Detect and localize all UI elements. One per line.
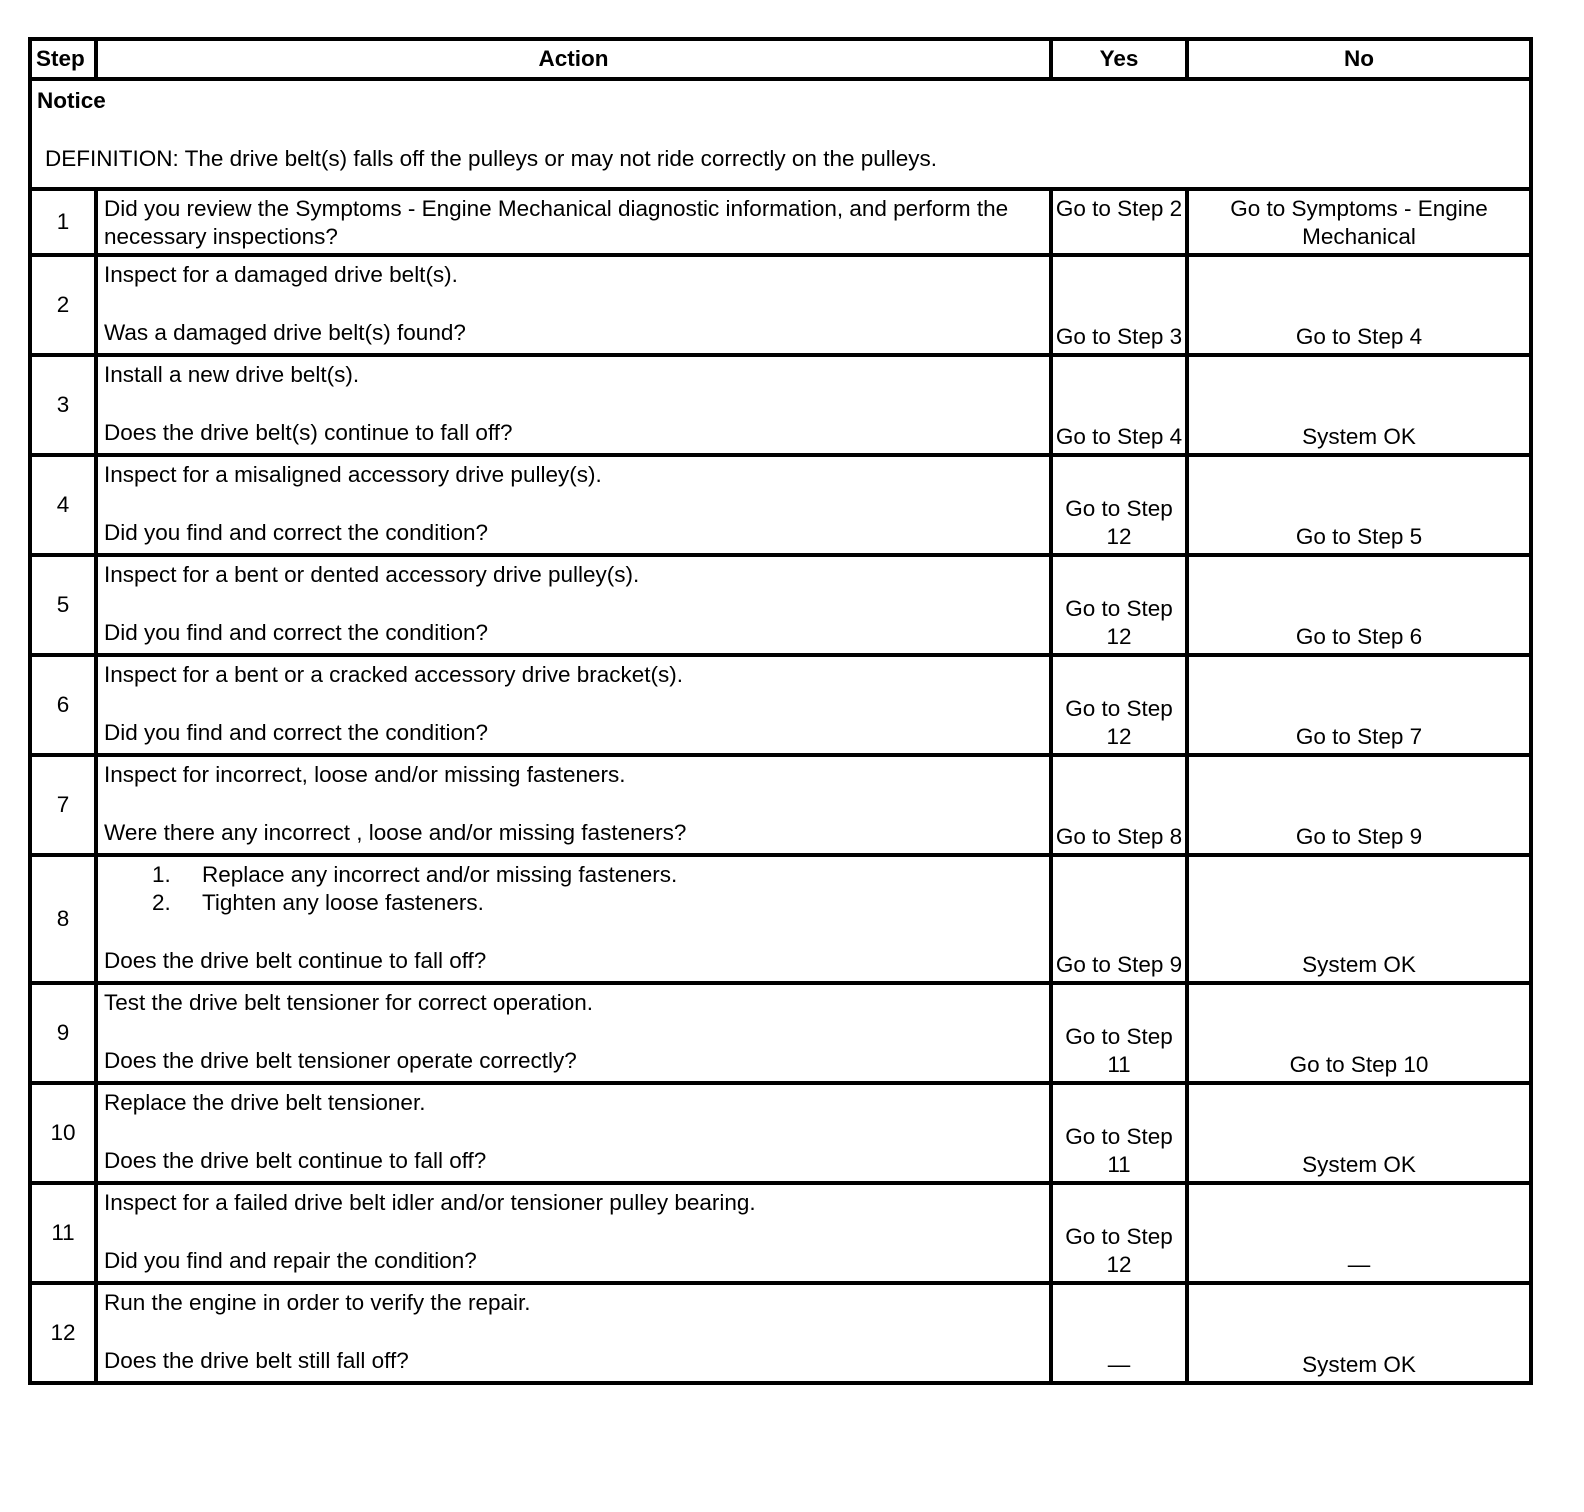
action-question: Did you find and correct the condition?: [104, 620, 488, 645]
notice-cell: [30, 79, 1531, 189]
no-outcome: Go to Step 10: [1187, 983, 1531, 1083]
notice-definition: DEFINITION: The drive belt(s) falls off the pulleys or may not ride correctly on the pulleys.: [45, 146, 938, 171]
action-cell: [96, 189, 1051, 255]
action-instruction: Install a new drive belt(s).: [104, 362, 360, 387]
action-list-item: [152, 889, 1043, 917]
notice-title: Notice: [37, 88, 106, 113]
step-row: [30, 255, 1531, 355]
step-row: [30, 755, 1531, 855]
header-action: Action: [96, 39, 1051, 79]
list-item-text: Replace any incorrect and/or missing fasteners.: [202, 862, 678, 887]
notice-row: [30, 79, 1531, 189]
step-number: 10: [30, 1083, 96, 1183]
action-cell: [96, 555, 1051, 655]
action-list: [104, 861, 1043, 917]
action-question: Did you find and repair the condition?: [104, 1248, 477, 1273]
no-outcome: —: [1187, 1183, 1531, 1283]
action-instruction: Inspect for incorrect, loose and/or missing fasteners.: [104, 762, 626, 787]
list-item-number: 2.: [152, 890, 171, 915]
header-row: [30, 39, 1531, 79]
yes-outcome: Go to Step 12: [1051, 555, 1187, 655]
action-question: Did you find and correct the condition?: [104, 720, 488, 745]
yes-outcome: —: [1051, 1283, 1187, 1383]
action-instruction: Replace the drive belt tensioner.: [104, 1090, 426, 1115]
action-question: Does the drive belt continue to fall off?: [104, 948, 487, 973]
action-question: Does the drive belt(s) continue to fall off?: [104, 420, 513, 445]
action-instruction: Inspect for a failed drive belt idler and/or tensioner pulley bearing.: [104, 1190, 756, 1215]
yes-outcome: Go to Step 3: [1051, 255, 1187, 355]
step-number: 9: [30, 983, 96, 1083]
step-number: 6: [30, 655, 96, 755]
list-item-number: 1.: [152, 862, 171, 887]
action-instruction: Run the engine in order to verify the repair.: [104, 1290, 531, 1315]
action-instruction: Inspect for a bent or dented accessory drive pulley(s).: [104, 562, 640, 587]
step-row: [30, 1283, 1531, 1383]
action-instruction: Inspect for a misaligned accessory drive pulley(s).: [104, 462, 602, 487]
step-number: 2: [30, 255, 96, 355]
no-outcome: Go to Step 6: [1187, 555, 1531, 655]
action-cell: [96, 755, 1051, 855]
step-row: [30, 189, 1531, 255]
step-number: 4: [30, 455, 96, 555]
yes-outcome: Go to Step 8: [1051, 755, 1187, 855]
no-outcome: System OK: [1187, 1083, 1531, 1183]
header-no: No: [1187, 39, 1531, 79]
action-question: Did you review the Symptoms - Engine Mechanical diagnostic information, and perform the necessary inspections?: [104, 196, 1009, 249]
step-number: 11: [30, 1183, 96, 1283]
step-row: [30, 855, 1531, 983]
header-step: Step: [30, 39, 96, 79]
action-question: Were there any incorrect , loose and/or missing fasteners?: [104, 820, 687, 845]
no-outcome: Go to Step 7: [1187, 655, 1531, 755]
no-outcome: Go to Step 5: [1187, 455, 1531, 555]
action-cell: [96, 983, 1051, 1083]
action-cell: [96, 255, 1051, 355]
yes-outcome: Go to Step 12: [1051, 1183, 1187, 1283]
no-outcome: Go to Symptoms - Engine Mechanical: [1187, 189, 1531, 255]
action-cell: [96, 455, 1051, 555]
header-yes: Yes: [1051, 39, 1187, 79]
yes-outcome: Go to Step 12: [1051, 455, 1187, 555]
action-list-item: [152, 861, 1043, 889]
action-cell: [96, 1183, 1051, 1283]
action-question: Does the drive belt tensioner operate correctly?: [104, 1048, 577, 1073]
step-row: [30, 355, 1531, 455]
action-cell: [96, 355, 1051, 455]
list-item-text: Tighten any loose fasteners.: [202, 890, 484, 915]
no-outcome: Go to Step 4: [1187, 255, 1531, 355]
action-instruction: Test the drive belt tensioner for correct operation.: [104, 990, 594, 1015]
action-instruction: Inspect for a damaged drive belt(s).: [104, 262, 458, 287]
yes-outcome: Go to Step 12: [1051, 655, 1187, 755]
step-row: [30, 655, 1531, 755]
diagnostic-table: [28, 37, 1533, 1385]
step-row: [30, 555, 1531, 655]
action-cell: [96, 1083, 1051, 1183]
no-outcome: System OK: [1187, 355, 1531, 455]
action-question: Did you find and correct the condition?: [104, 520, 488, 545]
action-cell: [96, 655, 1051, 755]
no-outcome: Go to Step 9: [1187, 755, 1531, 855]
step-number: 1: [30, 189, 96, 255]
action-instruction: Inspect for a bent or a cracked accessory drive bracket(s).: [104, 662, 683, 687]
step-number: 8: [30, 855, 96, 983]
step-number: 3: [30, 355, 96, 455]
yes-outcome: Go to Step 11: [1051, 1083, 1187, 1183]
step-number: 12: [30, 1283, 96, 1383]
yes-outcome: Go to Step 2: [1051, 189, 1187, 255]
step-row: [30, 1183, 1531, 1283]
action-question: Does the drive belt still fall off?: [104, 1348, 409, 1373]
action-cell: [96, 855, 1051, 983]
step-row: [30, 1083, 1531, 1183]
yes-outcome: Go to Step 4: [1051, 355, 1187, 455]
no-outcome: System OK: [1187, 1283, 1531, 1383]
step-row: [30, 455, 1531, 555]
step-number: 5: [30, 555, 96, 655]
yes-outcome: Go to Step 9: [1051, 855, 1187, 983]
step-row: [30, 983, 1531, 1083]
yes-outcome: Go to Step 11: [1051, 983, 1187, 1083]
action-cell: [96, 1283, 1051, 1383]
no-outcome: System OK: [1187, 855, 1531, 983]
action-question: Was a damaged drive belt(s) found?: [104, 320, 466, 345]
action-question: Does the drive belt continue to fall off?: [104, 1148, 487, 1173]
step-number: 7: [30, 755, 96, 855]
